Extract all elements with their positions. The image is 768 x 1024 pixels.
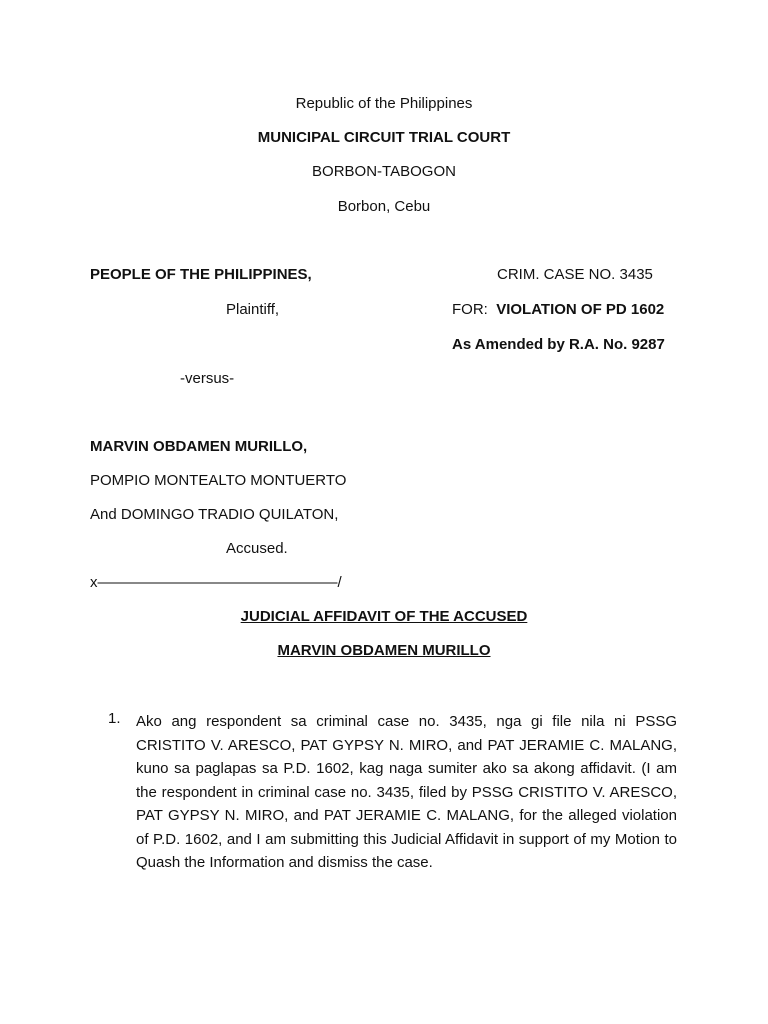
- versus-label: -versus-: [180, 370, 235, 387]
- header-court: MUNICIPAL CIRCUIT TRIAL COURT: [257, 129, 511, 146]
- paragraph-number: 1.: [108, 710, 121, 727]
- caption-separator: x————————————————/: [90, 574, 342, 591]
- amendment-label: As Amended by R.A. No. 9287: [452, 336, 665, 353]
- accused-2: POMPIO MONTEALTO MONTUERTO: [90, 472, 347, 489]
- plaintiff-role: Plaintiff,: [226, 301, 280, 318]
- header-branch: BORBON-TABOGON: [312, 163, 456, 180]
- accused-1: MARVIN OBDAMEN MURILLO,: [90, 438, 308, 455]
- for-label: FOR:: [452, 301, 488, 318]
- accused-role: Accused.: [226, 540, 288, 557]
- case-number: CRIM. CASE NO. 3435: [497, 266, 653, 283]
- affiant-name: MARVIN OBDAMEN MURILLO: [277, 642, 491, 659]
- affidavit-title: JUDICIAL AFFIDAVIT OF THE ACCUSED: [240, 608, 528, 625]
- plaintiff-name: PEOPLE OF THE PHILIPPINES,: [90, 266, 312, 283]
- header-republic: Republic of the Philippines: [295, 95, 473, 112]
- violation-label: VIOLATION OF PD 1602: [496, 301, 665, 318]
- header-location: Borbon, Cebu: [337, 198, 431, 215]
- paragraph-text: Ako ang respondent sa criminal case no. 3435, nga gi file nila ni PSSG CRISTITO V. ARESCO, PAT GYPSY N. MIRO, and PAT JERAMIE C. MALANG, kuno sa paglapas sa P.D. 1602, kag naga sumiter ako sa akong affidavit. (I am the respondent in criminal case no. 3435, filed by PSSG CRISTITO V. ARESCO, PAT GYPSY N. MIRO, and PAT JERAMIE C. MALANG, for the alleged violation of P.D. 1602, and I am submitting this Judicial Affidavit in support of my Motion to Quash the Information and dismiss the case.: [136, 713, 677, 871]
- offense-line: [452, 300, 664, 320]
- accused-3: And DOMINGO TRADIO QUILATON,: [90, 506, 339, 523]
